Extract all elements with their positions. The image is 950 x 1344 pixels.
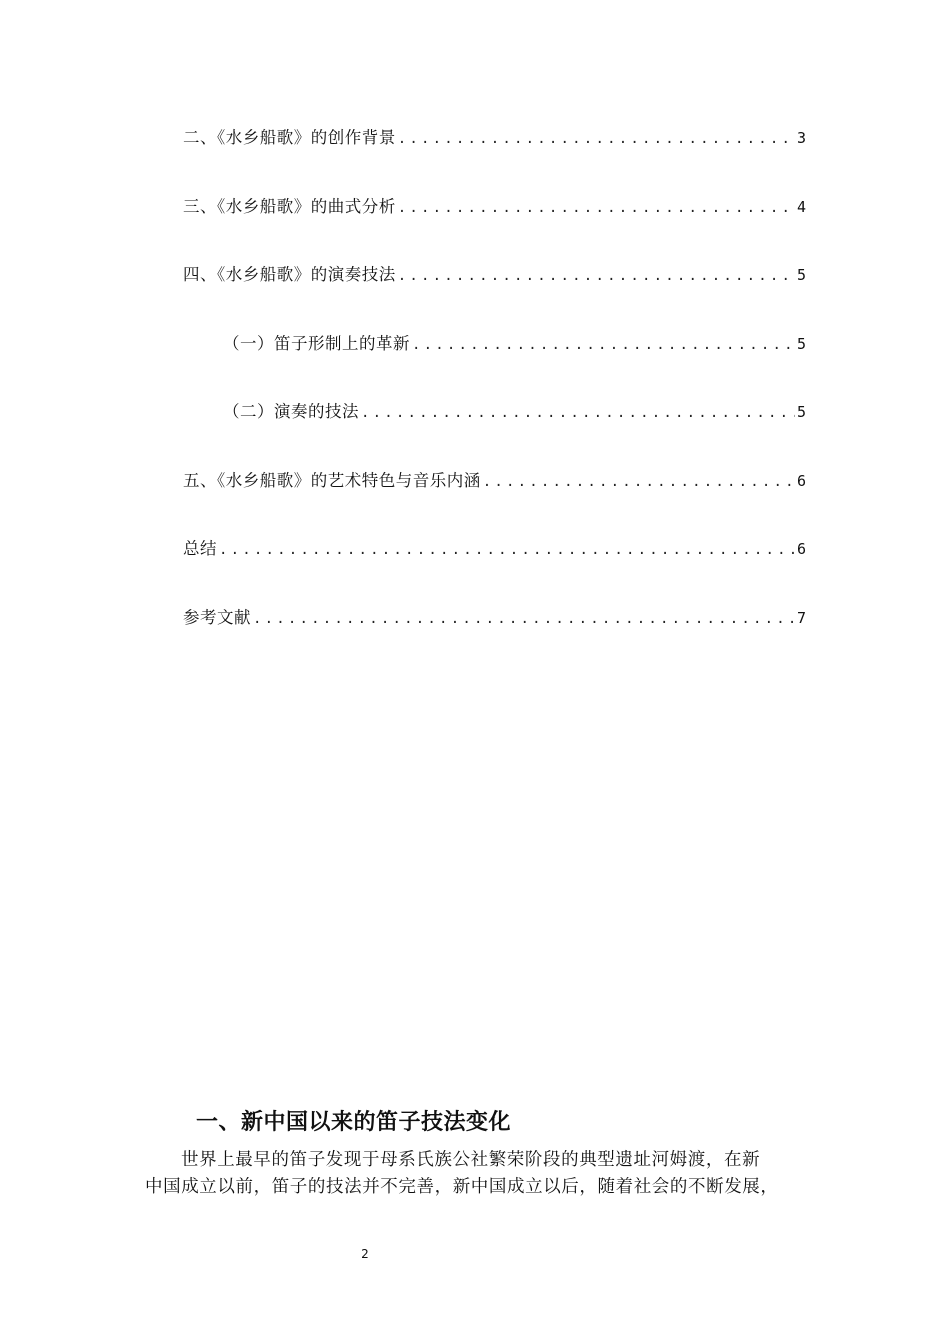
toc-entry-label: （一）笛子形制上的革新 [223,334,410,353]
toc-entry-label: 四、《水乡船歌》的演奏技法 [183,265,396,284]
toc-entry-playing-techniques[interactable] [223,400,806,424]
page-number: 2 [361,1247,369,1261]
toc-dot-leader [251,608,795,630]
toc-entry-page: 5 [796,403,806,421]
toc-entry-summary[interactable] [183,537,806,561]
toc-dot-leader [410,334,795,356]
toc-entry-label: 二、《水乡船歌》的创作背景 [183,128,396,147]
body-line: 中国成立以前，笛子的技法并不完善，新中国成立以后，随着社会的不断发展， [145,1177,779,1197]
toc-entry-creation-background[interactable] [183,126,806,150]
toc-entry-label: 参考文献 [183,608,251,627]
toc-entry-form-analysis[interactable] [183,195,806,219]
toc-dot-leader [396,128,795,150]
toc-entry-label: 总结 [183,539,217,558]
toc-entry-label: （二）演奏的技法 [223,402,359,421]
toc-entry-page: 6 [796,472,806,490]
toc-entry-references[interactable] [183,606,806,630]
toc-dot-leader [481,471,795,493]
toc-entry-flute-innovation[interactable] [223,332,806,356]
toc-entry-page: 7 [796,609,806,627]
toc-entry-page: 5 [796,335,806,353]
toc-entry-label: 五、《水乡船歌》的艺术特色与音乐内涵 [183,471,481,490]
toc-dot-leader [359,402,795,424]
toc-dot-leader [396,265,795,287]
section-heading: 一、新中国以来的笛子技法变化 [196,1110,512,1135]
toc-entry-page: 5 [796,266,806,284]
toc-entry-page: 3 [796,129,806,147]
toc-dot-leader [396,197,795,219]
body-line: 世界上最早的笛子发现于母系氏族公社繁荣阶段的典型遗址河姆渡，在新 [181,1150,761,1170]
toc-dot-leader [217,539,795,561]
toc-entry-page: 4 [796,198,806,216]
toc-entry-performance-techniques[interactable] [183,263,806,287]
table-of-contents [183,0,806,640]
toc-entry-label: 三、《水乡船歌》的曲式分析 [183,197,396,216]
toc-entry-artistic-features[interactable] [183,469,806,493]
body-paragraph [145,1147,807,1201]
toc-entry-page: 6 [796,540,806,558]
